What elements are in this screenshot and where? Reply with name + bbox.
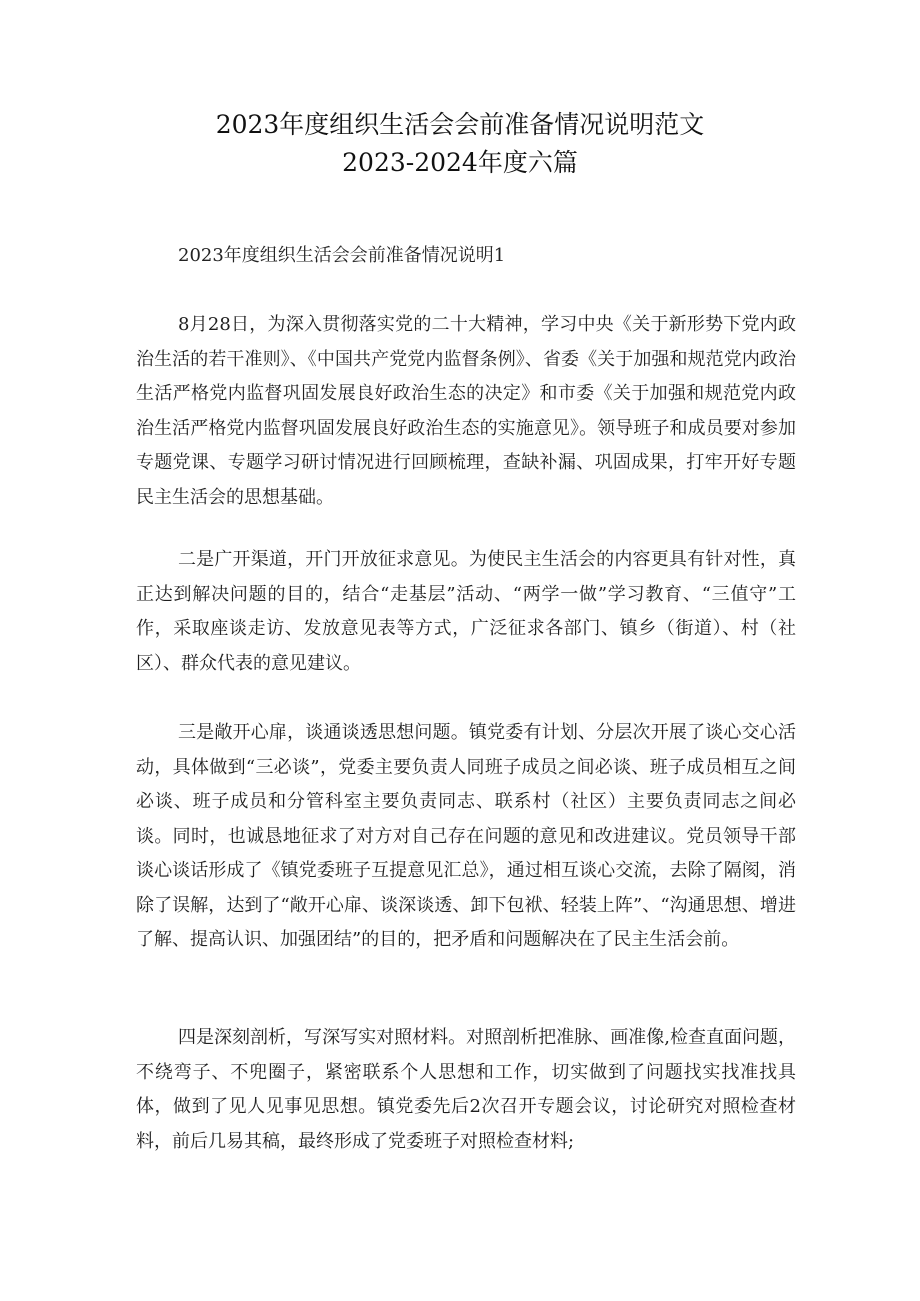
paragraph-2: 二是广开渠道，开门开放征求意见。为使民主生活会的内容更具有针对性，真正达到解决问题的目的，结合“走基层”活动、“两学一做”学习教育、“三值守”工作，采取座谈走访、发放意见表等方式，广泛征求各部门、镇乡（街道）、村（社区）、群众代表的意见建议。 (136, 549, 796, 674)
title-line-1: 2023年度组织生活会会前准备情况说明范文 (215, 110, 705, 139)
section-heading: 2023年度组织生活会会前准备情况说明1 (178, 245, 506, 266)
paragraph-1: 8月28日，为深入贯彻落实党的二十大精神，学习中央《关于新形势下党内政治生活的若干准则》、《中国共产党党内监督条例》、省委《关于加强和规范党内政治生活严格党内监督巩固发展良好政治生态的决定》和市委《关于加强和规范党内政治生活严格党内监督巩固发展良好政治生态的实施意见》。领导班子和成员要对参加专题党课、专题学习研讨情况进行回顾梳理，查缺补漏、巩固成果，打牢开好专题民主生活会的思想基础。 (136, 314, 796, 508)
title-line-2: 2023-2024年度六篇 (342, 148, 578, 177)
paragraph-3: 三是敞开心扉，谈通谈透思想问题。镇党委有计划、分层次开展了谈心交心活动，具体做到“三必谈”，党委主要负责人同班子成员之间必谈、班子成员相互之间必谈、班子成员和分管科室主要负责同志、联系村（社区）主要负责同志之间必谈。同时，也诚恳地征求了对方对自己存在问题的意见和改进建议。党员领导干部谈心谈话形成了《镇党委班子互提意见汇总》，通过相互谈心交流，去除了隔阂，消除了误解，达到了“敞开心扉、谈深谈透、卸下包袱、轻装上阵”、“沟通思想、增进了解、提高认识、加强团结”的目的，把矛盾和问题解决在了民主生活会前。 (136, 722, 796, 950)
paragraph-4: 四是深刻剖析，写深写实对照材料。对照剖析把准脉、画准像,检查直面问题，不绕弯子、不兜圈子，紧密联系个人思想和工作，切实做到了问题找实找准找具体，做到了见人见事见思想。镇党委先后2次召开专题会议，讨论研究对照检查材料，前后几易其稿，最终形成了党委班子对照检查材料; (136, 1027, 796, 1152)
document-title (0, 106, 920, 182)
